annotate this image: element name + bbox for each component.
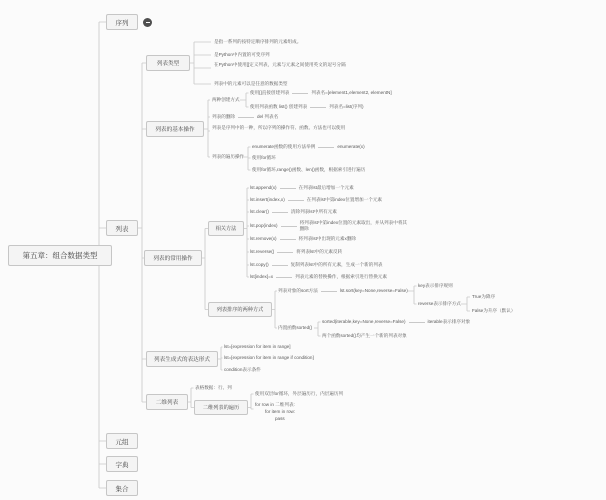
list-type-item[interactable]: 是指一系列的按特定顺序排列的元素组成。 bbox=[214, 39, 302, 44]
create-listfn-label[interactable]: 使用列表函数 list() 创建列表 bbox=[250, 104, 308, 109]
traverse-ops-label[interactable]: 列表的遍历操作 bbox=[212, 154, 245, 159]
method-desc[interactable]: 列表元素的替换操作，根据索引进行替换元素 bbox=[295, 274, 387, 279]
sort-method-signature[interactable]: lst.sort(key=None,reverse=False) bbox=[339, 288, 408, 293]
enumerate-value[interactable]: enumerate(x) bbox=[337, 144, 365, 149]
2d-code-line[interactable]: for row in 二维列表: bbox=[255, 402, 295, 407]
dash-connector bbox=[281, 226, 297, 227]
2d-code-line[interactable]: for item in row: bbox=[265, 409, 296, 414]
create-ways-label[interactable]: 两种创建方式 bbox=[212, 97, 240, 102]
create-bracket-value[interactable]: 列表名=[element1,element2, elementN] bbox=[311, 90, 392, 95]
method-desc[interactable]: 将列表lst中的元素反转 bbox=[296, 249, 343, 254]
topic-common-ops[interactable]: 列表的常用操作 bbox=[144, 250, 202, 266]
dash-connector bbox=[310, 107, 326, 108]
create-listfn-value[interactable]: 列表名=list(序列) bbox=[329, 104, 364, 109]
table-note[interactable]: 表格数据：行、列 bbox=[195, 385, 232, 390]
enumerate-label[interactable]: enumerate函数的使用方法举例 bbox=[252, 144, 316, 149]
method-desc[interactable]: 在列表lst中第index位置增加一个元素 bbox=[306, 197, 383, 202]
sorted-new-list-note[interactable]: 两个函数sorted()均产生一个新的列表对象 bbox=[322, 333, 407, 338]
branch-tuple[interactable]: 元组 bbox=[106, 433, 138, 449]
dash-connector bbox=[318, 147, 334, 148]
method-code[interactable]: lst.insert(index,x) bbox=[250, 197, 285, 202]
method-row[interactable] bbox=[250, 209, 337, 215]
dash-connector bbox=[288, 200, 304, 201]
method-row[interactable] bbox=[250, 274, 387, 280]
sort-reverse-true[interactable]: True为降序 bbox=[472, 294, 496, 299]
method-desc[interactable]: 将列表lst中出现的元素x删除 bbox=[298, 236, 356, 241]
2d-code-line[interactable]: pass bbox=[275, 416, 285, 421]
method-code[interactable]: lst.append(x) bbox=[250, 185, 277, 190]
topic-basic-ops[interactable]: 列表的基本操作 bbox=[146, 121, 204, 137]
topic-list-type[interactable]: 列表类型 bbox=[146, 55, 190, 71]
list-type-item[interactable]: 是Python中内置的可变序列 bbox=[214, 52, 270, 57]
dash-connector bbox=[277, 252, 293, 253]
topic-methods[interactable]: 相关方法 bbox=[208, 221, 244, 236]
method-code[interactable]: lst.reverse() bbox=[250, 249, 275, 254]
comprehension-item[interactable]: lst=[expression for item in range if condition] bbox=[224, 355, 314, 360]
method-row[interactable] bbox=[250, 236, 356, 242]
sort-method-row[interactable] bbox=[278, 288, 408, 294]
dash-connector bbox=[272, 265, 288, 266]
sort-reverse-false[interactable]: False为升序（默认） bbox=[472, 308, 516, 313]
method-desc[interactable]: 将列表lst中第index位置的元素取出，并从列表中将其删除 bbox=[299, 220, 408, 231]
create-listfn-row[interactable] bbox=[250, 104, 364, 110]
method-code[interactable]: lst.clear() bbox=[250, 209, 269, 214]
dash-connector bbox=[321, 291, 337, 292]
sort-key-note[interactable]: key表示排序规则 bbox=[418, 283, 453, 288]
sorted-iterable-note[interactable]: iterable表示排序对象 bbox=[427, 319, 471, 324]
sorted-fn-label[interactable]: 内置函数sorted() bbox=[278, 325, 313, 330]
delete-row[interactable] bbox=[212, 114, 278, 120]
dash-connector bbox=[280, 239, 296, 240]
dash-connector bbox=[280, 188, 296, 189]
branch-list[interactable]: 列表 bbox=[106, 220, 138, 236]
root-topic[interactable]: 第五章：组合数据类型 bbox=[8, 245, 112, 266]
for-loop-item[interactable]: 使用for循环 bbox=[252, 155, 276, 160]
method-desc[interactable]: 清除列表lst中所有元素 bbox=[290, 209, 337, 214]
method-row[interactable] bbox=[250, 185, 354, 191]
method-row[interactable] bbox=[250, 249, 342, 255]
delete-label[interactable]: 列表的删除 bbox=[212, 114, 235, 119]
topic-two-dim[interactable]: 二维列表 bbox=[146, 394, 188, 410]
topic-sort-ways[interactable]: 列表排序的两种方式 bbox=[208, 302, 272, 317]
delete-value[interactable]: del 列表名 bbox=[256, 114, 279, 119]
method-row[interactable] bbox=[250, 262, 383, 268]
for-range-item[interactable]: 使用for循环,range()函数、len()函数，根据索引进行遍历 bbox=[252, 167, 366, 172]
branch-sequence[interactable]: 序列 bbox=[106, 14, 138, 30]
comprehension-item[interactable]: condition表示条件 bbox=[224, 367, 261, 372]
list-type-item[interactable]: 在Python中使用[]定义列表，元素与元素之间使用英文的逗号分隔 bbox=[214, 62, 346, 67]
sorted-signature-row[interactable] bbox=[322, 319, 470, 325]
enumerate-row[interactable] bbox=[252, 144, 365, 150]
method-desc[interactable]: 在列表lst最后增加一个元素 bbox=[298, 185, 354, 190]
create-bracket-row[interactable] bbox=[250, 90, 392, 96]
method-desc[interactable]: 复制列表lst中的所有元素，生成一个新的列表 bbox=[290, 262, 383, 267]
double-loop-note[interactable]: 使用双层for循环，外层遍历行，内层遍历列 bbox=[255, 391, 344, 396]
method-code[interactable]: lst.copy() bbox=[250, 262, 269, 267]
dash-connector bbox=[409, 322, 425, 323]
method-code[interactable]: lst[index]=x bbox=[250, 274, 274, 279]
create-bracket-label[interactable]: 使用[]直接创建列表 bbox=[250, 90, 290, 95]
method-code[interactable]: lst.remove(x) bbox=[250, 236, 277, 241]
topic-2d-traverse[interactable]: 二维列表的遍历 bbox=[194, 400, 248, 415]
dash-connector bbox=[292, 93, 308, 94]
branch-dict[interactable]: 字典 bbox=[106, 456, 138, 472]
branch-set[interactable]: 集合 bbox=[106, 480, 138, 496]
sort-reverse-note[interactable]: reverse表示排序方式 bbox=[418, 301, 461, 306]
sorted-signature[interactable]: sorted(iterable,key=None,reverse=False) bbox=[322, 319, 406, 324]
list-type-item[interactable]: 列表中的元素可以是任意的数据类型 bbox=[214, 81, 288, 86]
sequence-note[interactable]: 列表是序列中的一种，所以序列的操作符、函数、方法也可以使用 bbox=[212, 125, 346, 130]
topic-comprehension[interactable]: 列表生成式的表达形式 bbox=[146, 351, 218, 367]
method-row[interactable] bbox=[250, 220, 412, 232]
sort-method-label[interactable]: 列表对象的sort方法 bbox=[278, 288, 318, 293]
comprehension-item[interactable]: lst=[expression for item in range] bbox=[224, 344, 291, 349]
sequence-badge-icon[interactable] bbox=[143, 18, 152, 27]
method-code[interactable]: lst.pop(index) bbox=[250, 223, 278, 228]
dash-connector bbox=[276, 277, 292, 278]
method-row[interactable] bbox=[250, 197, 382, 203]
dash-connector bbox=[272, 212, 288, 213]
dash-connector bbox=[238, 117, 254, 118]
